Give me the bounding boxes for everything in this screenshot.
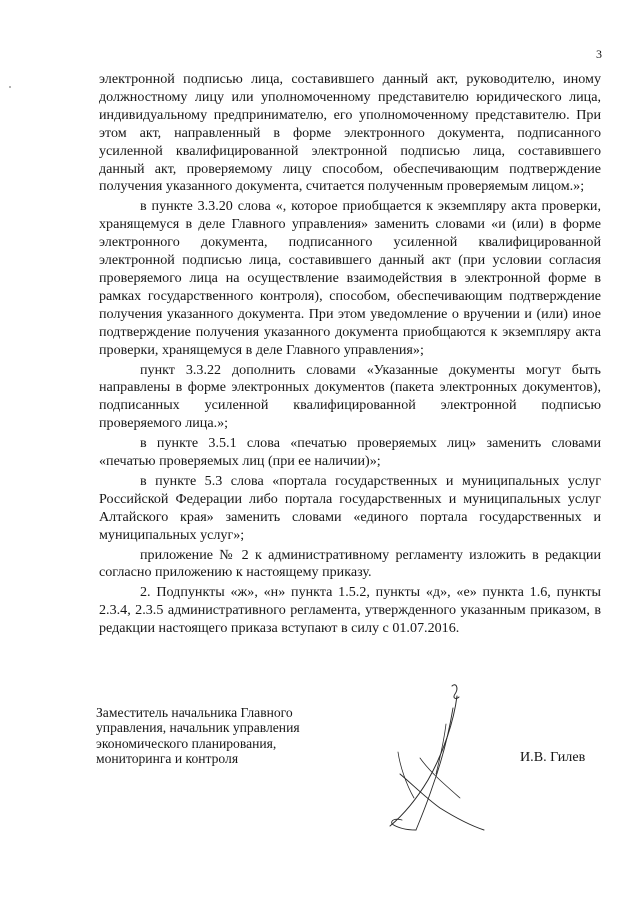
scan-speck	[9, 86, 11, 88]
paragraph-continuation: электронной подписью лица, составившего данный акт, руководителю, иному должностному лицу или уполномоченному представителю юридического лица, индивидуальному предпринимателю, его уполномоченному представителю. При этом акт, направленный в форме электронного документа, подписанного усиленной квалифицированной электронной подписью лица, составившего данный акт, проверяемому лицу способом, обеспечивающим подтверждение получения указанного документа, считается полученным проверяемым лицом.»;	[99, 71, 601, 195]
signatory-position	[96, 705, 356, 767]
paragraph-item-3-3-22: пункт 3.3.22 дополнить словами «Указанные документы могут быть направлены в форме электронных документов (пакета электронных документов), подписанных усиленной квалифицированной электронной подписью проверяемого лица.»;	[99, 361, 601, 432]
document-body	[99, 71, 601, 640]
paragraph-item-3-5-1: в пункте 3.5.1 слова «печатью проверяемых лиц» заменить словами «печатью проверяемых лиц (при ее наличии)»;	[99, 435, 601, 470]
paragraph-item-5-3: в пункте 5.3 слова «портала государственных и муниципальных услуг Российской Федерации либо портала государственных и муниципальных услуг Алтайского края» заменить словами «единого портала государственных и муниципальных услуг»;	[99, 472, 601, 543]
page-number: 3	[596, 47, 602, 61]
position-line: экономического планирования,	[96, 735, 277, 751]
handwritten-signature	[360, 680, 510, 840]
paragraph-effective-date: 2. Подпункты «ж», «н» пункта 1.5.2, пункты «д», «е» пункта 1.6, пункты 2.3.4, 2.3.5 административного регламента, утвержденного указанным приказом, в редакции настоящего приказа вступают в силу с 01.07.2016.	[99, 584, 601, 637]
paragraph-item-3-3-20: в пункте 3.3.20 слова «, которое приобщается к экземпляру акта проверки, хранящемуся в деле Главного управления» заменить словами «и (или) в форме электронного документа, подписанного усиленной квалифицированной электронной подписью лица, составившего данный акт (при условии согласия проверяемого лица на осуществление взаимодействия в электронной форме в рамках государственного контроля), способом, обеспечивающим подтверждение получения указанного документа. При этом уведомление о вручении и (или) иное подтверждение получения указанного документа приобщаются к экземпляру акта проверки, хранящемуся в деле Главного управления»;	[99, 198, 601, 358]
paragraph-appendix-2: приложение № 2 к административному регламенту изложить в редакции согласно приложению к настоящему приказу.	[99, 546, 601, 581]
position-line: мониторинга и контроля	[96, 751, 239, 767]
signer-name: И.В. Гилев	[520, 749, 586, 765]
position-line: Заместитель начальника Главного	[96, 705, 293, 720]
position-line: управления, начальник управления	[96, 720, 300, 736]
